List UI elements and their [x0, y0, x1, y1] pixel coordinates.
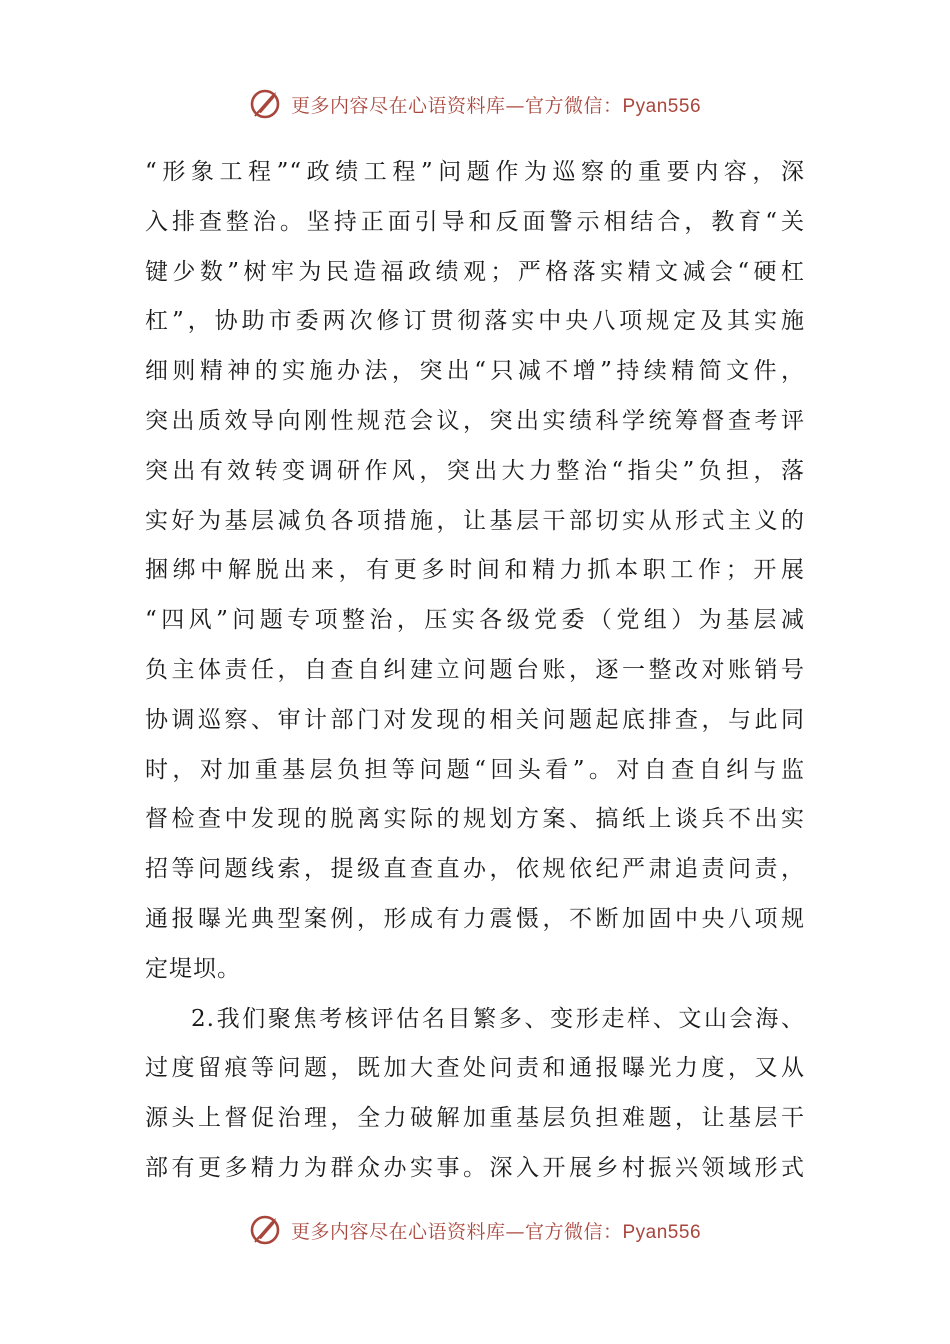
document-body [145, 148, 805, 1194]
text-line: 负主体责任，自查自纠建立问题台账，逐一整改对账销号 [145, 656, 805, 683]
pen-logo-icon [249, 86, 285, 122]
text-line: 招等问题线索，提级直查直办，依规依纪严肃追责问责， [145, 856, 805, 883]
text-line: 入排查整治。坚持正面引导和反面警示相结合，教育“关 [145, 208, 805, 235]
watermark-footer [0, 1208, 950, 1252]
text-line: 时，对加重基层负担等问题“回头看”。对自查自纠与监 [145, 756, 805, 783]
text-line: 键少数”树牢为民造福政绩观；严格落实精文减会“硬杠 [145, 258, 805, 285]
pen-logo-icon [249, 1212, 285, 1248]
text-line: 杠”，协助市委两次修订贯彻落实中央八项规定及其实施 [145, 308, 805, 335]
watermark-text: 更多内容尽在心语资料库—官方微信：Pyan556 [290, 1220, 702, 1243]
paragraph-1 [145, 148, 805, 995]
text-line: “四风”问题专项整治，压实各级党委（党组）为基层减 [145, 607, 805, 634]
text-line: 协调巡察、审计部门对发现的相关问题起底排查，与此同 [145, 706, 805, 733]
text-line: 督检查中发现的脱离实际的规划方案、搞纸上谈兵不出实 [145, 806, 805, 833]
text-line: 突出有效转变调研作风，突出大力整治“指尖”负担，落 [145, 457, 805, 484]
text-line: 通报曝光典型案例，形成有力震慑，不断加固中央八项规 [145, 905, 805, 932]
watermark-text: 更多内容尽在心语资料库—官方微信：Pyan556 [290, 94, 702, 117]
text-line: “形象工程”“政绩工程”问题作为巡察的重要内容，深 [145, 159, 805, 185]
text-line: 2.我们聚焦考核评估名目繁多、变形走样、文山会海、 [191, 1005, 805, 1032]
text-line: 捆绑中解脱出来，有更多时间和精力抓本职工作；开展 [145, 557, 805, 584]
watermark-header [0, 82, 950, 126]
text-line: 实好为基层减负各项措施，让基层干部切实从形式主义的 [145, 507, 805, 534]
text-line: 过度留痕等问题，既加大查处问责和通报曝光力度，又从 [145, 1055, 805, 1082]
text-line: 定堤坝。 [145, 955, 241, 982]
text-line: 细则精神的实施办法，突出“只减不增”持续精简文件， [145, 358, 805, 385]
text-line: 突出质效导向刚性规范会议，突出实绩科学统筹督查考评 [145, 407, 805, 434]
text-line: 源头上督促治理，全力破解加重基层负担难题，让基层干 [145, 1105, 805, 1132]
text-line: 部有更多精力为群众办实事。深入开展乡村振兴领域形式 [145, 1154, 805, 1181]
paragraph-2 [145, 995, 805, 1194]
